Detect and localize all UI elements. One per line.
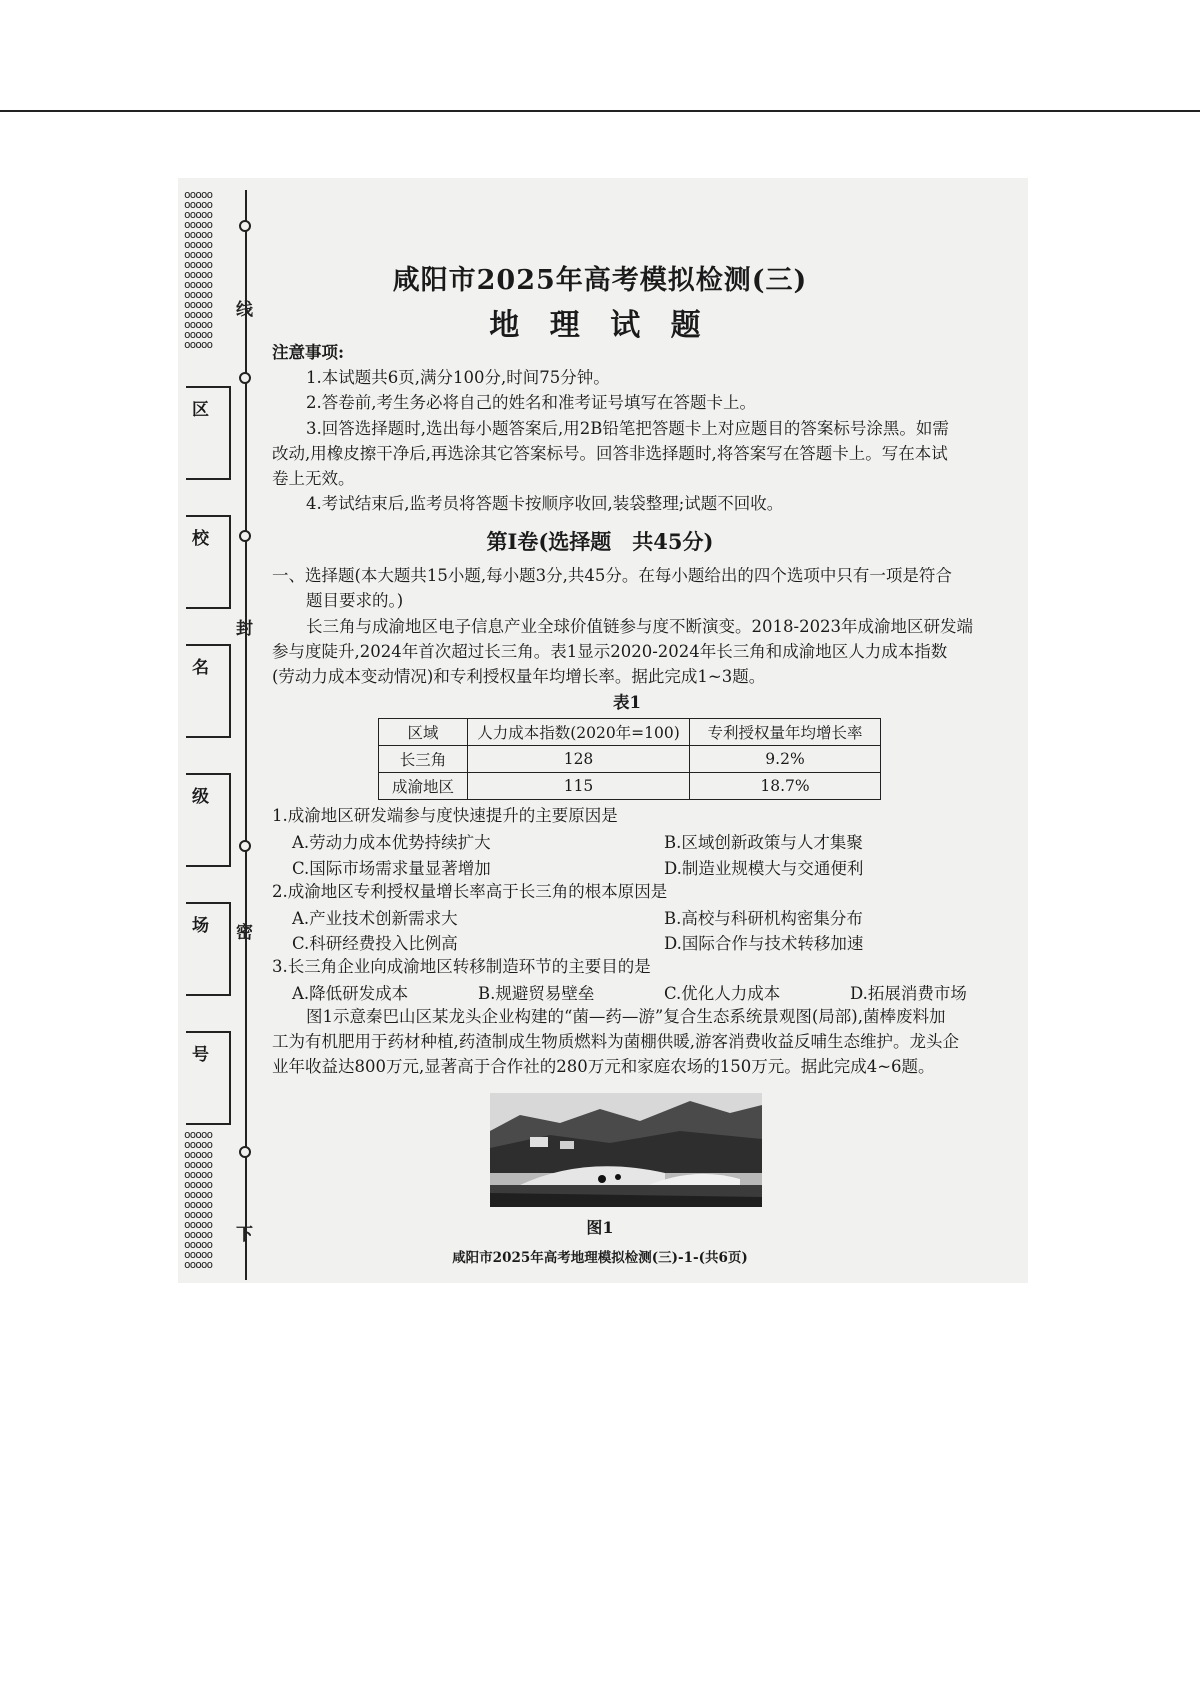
top-rule (0, 110, 1200, 112)
binding-mark-down: 下 (236, 1225, 253, 1245)
passage-line: 参与度陡升,2024年首次超过长三角。表1显示2020-2024年长三角和成渝地区人力成本指数 (272, 642, 948, 661)
field-label-class: 级 (192, 787, 209, 807)
page-footer: 咸阳市2025年高考地理模拟检测(三)-1-(共6页) (452, 1250, 748, 1266)
table-cell: 115 (468, 773, 690, 800)
option-c[interactable]: C.国际市场需求量显著增加 (292, 859, 491, 878)
notice-item: 改动,用橡皮擦干净后,再选涂其它答案标号。回答非选择题时,将答案写在答题卡上。写在本试 (272, 444, 948, 463)
field-label-room: 场 (192, 916, 209, 936)
passage-line: 长三角与成渝地区电子信息产业全球价值链参与度不断演变。2018-2023年成渝地区研发端 (306, 617, 974, 636)
binding-line (245, 190, 247, 1280)
table-caption: 表1 (613, 693, 641, 712)
part-intro: 一、选择题(本大题共15小题,每小题3分,共45分。在每小题给出的四个选项中只有一项是符合 (272, 566, 952, 585)
passage-line: 图1示意秦巴山区某龙头企业构建的“菌—药—游”复合生态系统景观图(局部),菌棒废料加 (306, 1007, 946, 1026)
part-intro: 题目要求的。) (306, 591, 404, 610)
option-d[interactable]: D.制造业规模大与交通便利 (664, 859, 864, 878)
notice-item: 4.考试结束后,监考员将答题卡按顺序收回,装袋整理;试题不回收。 (306, 494, 784, 513)
table-cell: 128 (468, 746, 690, 773)
table-cell: 9.2% (690, 746, 881, 773)
option-b[interactable]: B.规避贸易壁垒 (478, 984, 595, 1003)
perforation-dots-top: ooooo ooooo ooooo ooooo ooooo ooooo ooooo ooooo ooooo ooooo ooooo ooooo ooooo ooooo ooooo ooooo (184, 188, 213, 351)
option-c[interactable]: C.科研经费投入比例高 (292, 934, 458, 953)
passage-line: (劳动力成本变动情况)和专利授权量年均增长率。据此完成1~3题。 (272, 667, 766, 686)
table-header-cell: 专利授权量年均增长率 (690, 719, 881, 746)
field-label-name: 名 (192, 658, 209, 678)
figure-caption: 图1 (586, 1218, 614, 1237)
figure-photo-greenhouses (490, 1093, 762, 1207)
option-b[interactable]: B.高校与科研机构密集分布 (664, 909, 863, 928)
notice-item: 1.本试题共6页,满分100分,时间75分钟。 (306, 368, 610, 387)
binding-mark-secret: 密 (236, 923, 253, 943)
option-b[interactable]: B.区域创新政策与人才集聚 (664, 833, 863, 852)
option-a[interactable]: A.产业技术创新需求大 (292, 909, 458, 928)
binding-circle (239, 840, 251, 852)
exam-title: 咸阳市2025年高考模拟检测(三) (392, 265, 808, 296)
binding-mark-line: 线 (236, 300, 253, 320)
question-stem: 1.成渝地区研发端参与度快速提升的主要原因是 (272, 806, 618, 825)
table-header-cell: 人力成本指数(2020年=100) (468, 719, 690, 746)
passage-line: 工为有机肥用于药材种植,药渣制成生物质燃料为菌棚供暖,游客消费收益反哺生态维护。龙头企 (272, 1032, 959, 1051)
perforation-dots-bottom: ooooo ooooo ooooo ooooo ooooo ooooo ooooo ooooo ooooo ooooo ooooo ooooo ooooo ooooo (184, 1128, 213, 1271)
subject-title: 地 理 试 题 (489, 308, 711, 343)
binding-mark-seal: 封 (236, 619, 253, 639)
field-label-number: 号 (192, 1045, 209, 1065)
option-c[interactable]: C.优化人力成本 (664, 984, 781, 1003)
notice-heading: 注意事项: (272, 343, 345, 362)
field-label-school: 校 (192, 529, 209, 549)
table-cell: 长三角 (379, 746, 468, 773)
field-label-district: 区 (192, 400, 209, 420)
option-d[interactable]: D.拓展消费市场 (850, 984, 967, 1003)
data-table (378, 718, 881, 800)
binding-circle (239, 1146, 251, 1158)
option-a[interactable]: A.劳动力成本优势持续扩大 (292, 833, 491, 852)
binding-circle (239, 372, 251, 384)
notice-item: 2.答卷前,考生务必将自己的姓名和准考证号填写在答题卡上。 (306, 393, 756, 412)
notice-item: 3.回答选择题时,选出每小题答案后,用2B铅笔把答题卡上对应题目的答案标号涂黑。如需 (306, 419, 949, 438)
notice-item: 卷上无效。 (272, 469, 355, 488)
question-stem: 2.成渝地区专利授权量增长率高于长三角的根本原因是 (272, 882, 668, 901)
question-stem: 3.长三角企业向成渝地区转移制造环节的主要目的是 (272, 957, 651, 976)
table-row (379, 773, 881, 800)
table-cell: 成渝地区 (379, 773, 468, 800)
option-a[interactable]: A.降低研发成本 (292, 984, 409, 1003)
option-d[interactable]: D.国际合作与技术转移加速 (664, 934, 864, 953)
table-header-cell: 区域 (379, 719, 468, 746)
table-header-row (379, 719, 881, 746)
passage-line: 业年收益达800万元,显著高于合作社的280万元和家庭农场的150万元。据此完成4~6题。 (272, 1057, 935, 1076)
table-row (379, 746, 881, 773)
binding-circle (239, 220, 251, 232)
table-cell: 18.7% (690, 773, 881, 800)
section-heading: 第Ⅰ卷(选择题 共45分) (486, 529, 714, 554)
